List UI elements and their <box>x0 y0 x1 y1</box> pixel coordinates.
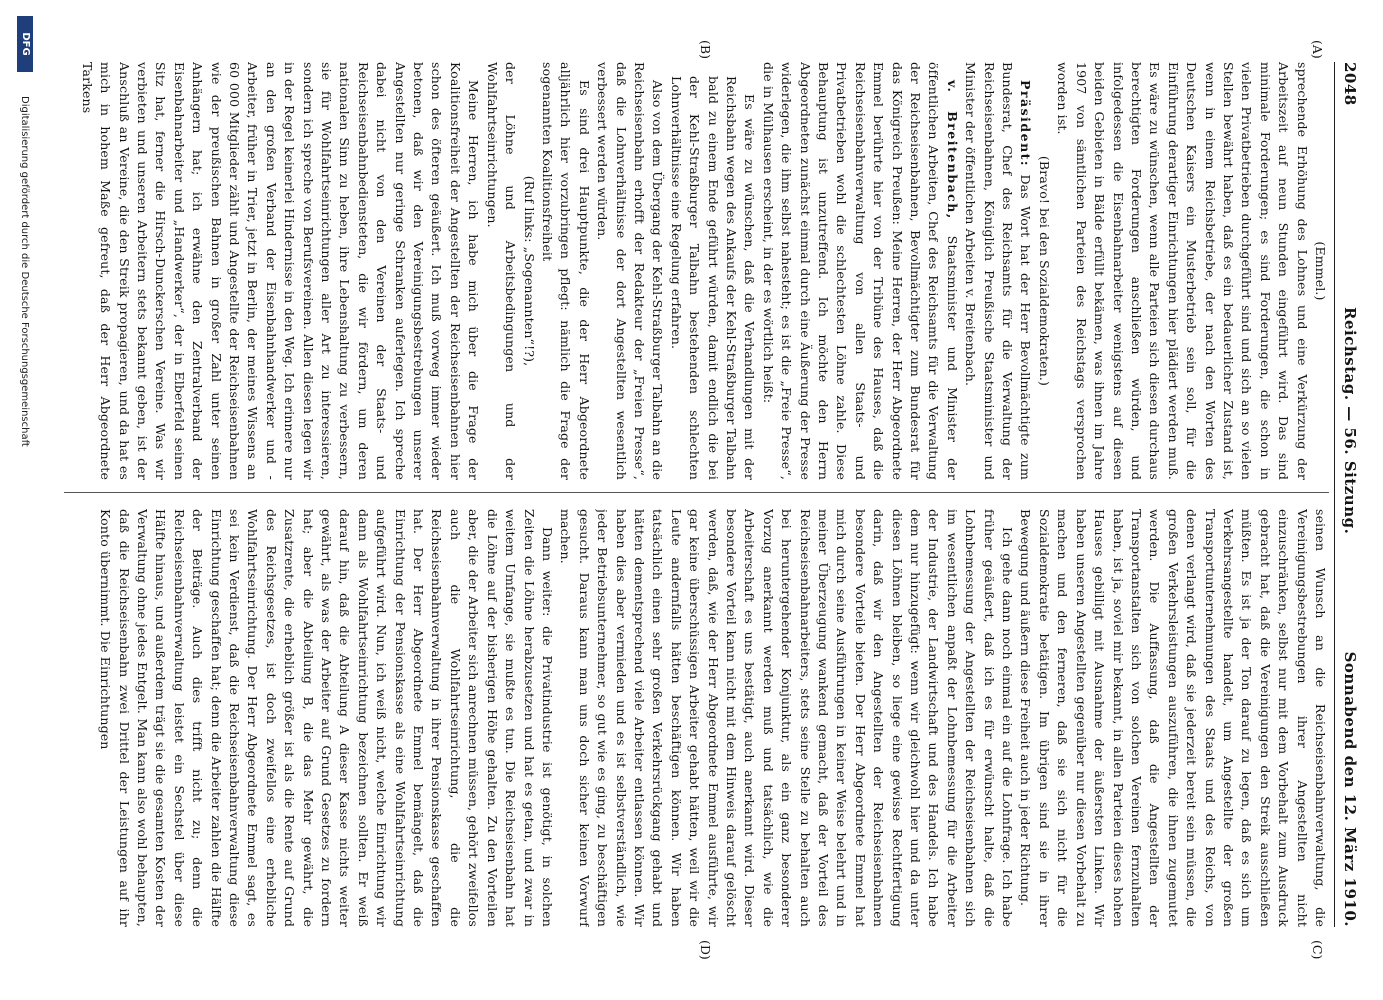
paragraph: der Löhne und Arbeitsbedingungen und der Wohlfahrtseinrichtungen. <box>484 62 519 480</box>
digitization-note: Digitalisierung gefördert durch die Deutsche Forschungsgemeinschaft <box>19 96 30 447</box>
paragraph <box>961 62 1035 480</box>
page-number: 2048 <box>1341 62 1359 106</box>
header-rule <box>1334 62 1335 927</box>
paragraph-text: Staatsminister und Minister der öffentlichen Arbeiten, Chef des Reichsamts für die Verwaltung der Reichseisenbahnen, Bevollmächtigter zum Bundesrat für das Königreich Preußen: Meine Herren, der Herr Abgeordnete Emmel berührte hier von der Tribüne des Hauses, daß die Reichseisenbahnverwaltung von allen Staats- und Privatbetrieben wohl die schlechtesten Löhne zahle. Diese Behauptung ist unzutreffend. Ich möchte den Herrn Abgeordneten zunächst einmal durch eine Äußerung der Presse widerlegen, die ihm selbst nahesteht; es ist die „Freie Presse“, die in Mülhausen erscheint, in der es wörtlich heißt: <box>760 62 960 480</box>
paragraph: Also von dem Übergang der Kehl-Straßburger Talbahn an die Reichseisenbahn erhofft der Redakteur der „Freien Presse“, daß die Lohnverhältnisse der dort Angestellten wesentlich verbessert werden würden. <box>595 62 666 480</box>
page-header <box>1337 62 1359 927</box>
paragraph: sprechende Erhöhung des Lohnes und eine Verkürzung der Arbeitszeit auf neun Stunden eingeführt wird. Das sind minimale Forderungen; es sind Forderungen, die schon in vielen Privatbetrieben durchgeführt sind und sich an so vielen Stellen bewährt haben, daß es ein bedauerlicher Zustand ist, wenn in einem Reichsbetriebe, der nach den Worten des Deutschen Kaisers ein Musterbetrieb sein soll, für die Einführung derartiger Einrichtungen hier plädiert werden muß. Es wäre zu wünschen, wenn alle Parteien sich diesen durchaus berechtigten Forderungen anschließen würden, und infolgedessen die Eisenbahnarbeiter wenigstens auf diesen beiden Gebieten in Bälde erfüllt bekämen, was ihnen im Jahre 1907 von sämtlichen Parteien des Reichstags versprochen worden ist. <box>1055 62 1310 480</box>
interjection: (Bravo! bei den Sozialdemokraten.) <box>1036 155 1052 387</box>
speaker-name: v. Breitenbach, <box>944 80 960 220</box>
margin-mark-b: (B) <box>698 40 713 59</box>
paragraph: seinen Wunsch an die Reichseisenbahnverwaltung, die Vereinigungsbestrebungen ihrer Angestellten nicht einzuschränken, selbst nur mit dem Vorbehalt zum Ausdruck gebracht hat, daß die Vereinigungen den Streik ausschließen müßten. Es ist ja der Ton darauf zu legen, daß es sich um Verkehrsangestellte handelt, um Angestellte der großen Transportunternehmungen des Staats und des Reichs, von denen verlangt wird, daß sie jederzeit bereit sein müssen, die großen Verkehrsleistungen auszuführen, die ihnen zugemutet werden. Die Auffassung, daß die Angestellten der Transportanstalten sich von solchen Vereinen fernzuhalten haben, ist ja, soviel mir bekannt, in allen Parteien dieses hohen Hauses gebilligt mit Ausnahme der äußersten Linken. Wir haben unseren Angestellten gegenüber nur diesen Vorbehalt zu machen und den ferneren, daß sie sich nicht für die Sozialdemokratie betätigen. Im übrigen sind sie in ihrer Bewegung und äußern diese Freiheit auch in jeder Richtung. <box>1018 509 1328 927</box>
paragraph-text: Das Wort hat der Herr Bevollmächtigte zum Bundesrat, Chef des Reichsamts für die Verwaltung der Reichseisenbahnen, Königlich Preußische Staatsminister und Minister der öffentlichen Arbeiten v. Breitenbach. <box>963 62 1034 480</box>
right-column <box>64 509 1329 927</box>
running-title: Reichstag. — 56. Sitzung. <box>1341 307 1359 535</box>
paragraph: Es sind drei Hauptpunkte, die der Herr Abgeordnete alljährlich hier vorzubringen pflegt: nämlich die Frage der sogenannten Koalitionsfreiheit <box>539 62 592 480</box>
column-divider <box>64 492 1329 493</box>
margin-mark-a: (A) <box>1310 40 1325 59</box>
left-column <box>64 62 1329 480</box>
margin-mark-d: (D) <box>698 940 713 960</box>
paragraph: Ich gehe dann noch einmal ein auf die Lohnfrage. Ich habe früher geäußert, daß ich es für erwünscht halte, daß die Lohnbemessung der Angestellten der Reichseisenbahnen sich im wesentlichen anpaßt der Lohnbemessung für die Arbeiter der Industrie, der Landwirtschaft und des Handels. Ich habe dem nur hinzugefügt: wenn wir gleichwohl hier und da unter diesen Löhnen bleiben, so liege eine gewisse Rechtfertigung darin, daß wir den Angestellten der Reichseisenbahnen besondere Vorteile bieten. Der Herr Abgeordnete Emmel hat mich durch seine Ausführungen in keiner Weise belehrt und in meiner Überzeugung wankend gemacht, daß der Vorteil des Reichseisenbahnarbeiters, stets seine Stelle zu behalten auch bei heruntergehender Konjunktur, als ein ganz besonderer Vorzug anerkannt werden muß und tatsächlich, wie die Arbeiterschaft es uns bestätigt, auch anerkannt wird. Dieser besondere Vorteil kann nicht mit dem Hinweis darauf gelöscht werden, daß, wie der Herr Abgeordnete Emmel ausführte, wir gar keine überschüssigen Arbeiter gehabt hätten, weil wir die Leute andernfalls hätten beschäftigen können. Wir haben tatsächlich einen sehr großen Verkehrsrückgang gehabt und hätten dementsprechend viele Arbeiter entlassen können. Wir haben dies aber vermieden und es ist selbstverständlich, wie jeder Betriebsunternehmer, so gut wie es ging, zu beschäftigen gesucht. Daraus kann man uns doch sicher keinen Vorwurf machen. <box>558 509 1016 927</box>
speaker-ref: (Emmel.) <box>1313 241 1328 301</box>
session-date: Sonnabend den 12. März 1910. <box>1341 651 1359 927</box>
paragraph: Dann weiter: die Privatindustrie ist genötigt, in solchen Zeiten die Löhne herabzusetzen und hat es getan, und zwar in weitem Umfange, sie mußte es tun. Die Reichseisenbahn hat die Löhne auf der bisherigen Höhe gehalten. Zu den Vorteilen aber, die der Arbeiter sich anrechnen müssen, gehört zweifellos auch die Wohlfahrtseinrichtung, die die Reichseisenbahnverwaltung in ihrer Pensionskasse geschaffen hat. Der Herr Abgeordnete Emmel bemängelt, daß die Einrichtung der Pensionskasse als eine Wohlfahrtseinrichtung aufgeführt wird. Nun, ich weiß nicht, welche Einrichtung wir dann als Wohlfahrtseinrichtung bezeichnen sollten. Er weiß darauf hin, daß die Abteilung A dieser Kasse nichts weiter gewährt, als was der Arbeiter auf Grund Gesetzes zu fordern hat; aber die Abteilung B, die das Mehr gewährt, die Zusatzrente, die erheblich größer ist als die Rente auf Grund des Reichsgesetzes, ist doch zweifellos eine erhebliche Wohlfahrtseinrichtung. Der Herr Abgeordnete Emmel sagt, es sei kein Verdienst, daß die Reichseisenbahnverwaltung diese Einrichtung geschaffen hat; denn die Arbeiter zahlen die Hälfte der Beiträge. Auch dies trifft nicht zu; denn die Reichseisenbahnverwaltung leistet ein Sechstel über diese Hälfte hinaus, und außerdem trägt sie die gesamten Kosten der Verwaltung ohne jedes Entgelt. Man kann also wohl behaupten, daß die Reichseisenbahn zwei Drittel der Leistungen auf ihr Konto übernimmt. Die Einrichtungen <box>98 509 555 927</box>
dfg-logo: DFG <box>17 16 33 72</box>
interjection: (Ruf links: „Sogenannten“!?), <box>521 175 537 367</box>
paragraph <box>758 62 960 480</box>
quotation: Es wäre zu wünschen, daß die Verhandlungen mit der Reichsbahn wegen des Ankaufs der Kehl-Straßburger Talbahn bald zu einem Ende geführt würden, damit endlich die bei der Kehl-Straßburger Talbahn bestehenden schlechten Lohnverhältnisse eine Regelung erfahren. <box>668 76 758 480</box>
speaker-name: Präsident: <box>1018 80 1034 168</box>
paragraph: Meine Herren, ich habe mich über die Frage der Koalitionsfreiheit der Angestellten der Reichseisenbahnen hier schon des öfteren geäußert. Ich muß vorweg immer wieder betonen, daß wir den Vereinigungsbestrebungen unserer Angestellten nur geringe Schranken auferlegen. Ich spreche dabei nicht von den Vereinen der Staats- und Reichseisenbahnbediensteten, die wir fördern, um deren nationalen Sinn zu heben, ihre Lebenshaltung zu verbessern, sie für Wohlfahrtseinrichtungen aller Art zu interessieren, sondern ich spreche von Berufsvereinen. Allen diesen legen wir in der Regel keinerlei Hindernisse in den Weg. Ich erinnere nur an den großen Verband der Eisenbahnhandwerker und -Arbeiter, früher in Trier, jetzt in Berlin, der meines Wissens an 60 000 Mitglieder zählt und Angestellte der Reichseisenbahnen wie der preußischen Bahnen in großer Zahl unter seinen Anhängern hat; ich erwähne den Zentralverband der Eisenbahnarbeiter und „Handwerker“, der in Elberfeld seinen Sitz hat, ferner die Hirsch-Dunckerschen Vereine. Was wir verbieten und unseren Arbeitern stets bekannt geben, ist der Anschluß an Vereine, die den Streik propagieren, und da hat es mich in hohem Maße gefreut, daß der Herr Abgeordnete Tarkens <box>79 62 482 480</box>
margin-mark-c: (C) <box>1310 940 1325 960</box>
